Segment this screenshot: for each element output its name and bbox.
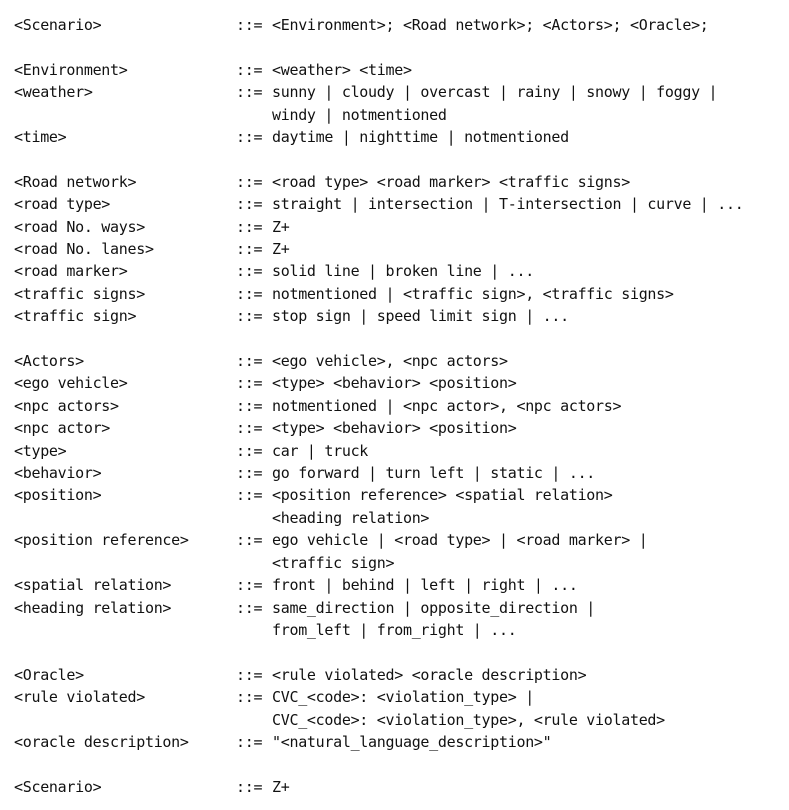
- rule-definition-line: <ego vehicle>, <npc actors>: [272, 352, 508, 371]
- rule-nonterminal: <road marker>: [14, 262, 128, 281]
- rule-definition: [272, 529, 786, 574]
- grammar-block: [14, 171, 786, 328]
- rule-definition: [272, 484, 786, 529]
- rule-nonterminal: <Oracle>: [14, 665, 84, 684]
- rule-definition: [272, 216, 786, 238]
- grammar-rule: [14, 686, 786, 731]
- rule-nonterminal: <heading relation>: [14, 598, 172, 617]
- grammar-block: [14, 350, 786, 641]
- rule-definition: [272, 395, 786, 417]
- grammar-rule: [14, 260, 786, 282]
- rule-definition-line: <traffic sign>: [272, 553, 395, 572]
- rule-operator: ::=: [236, 464, 263, 483]
- rule-nonterminal: <time>: [14, 128, 67, 147]
- rule-definition-line: straight | intersection | T-intersection | curve | ...: [272, 195, 744, 214]
- rule-definition: [272, 171, 786, 193]
- rule-definition: [272, 81, 786, 126]
- rule-operator: ::=: [236, 217, 263, 236]
- rule-nonterminal: <Road network>: [14, 172, 137, 191]
- grammar-rule: [14, 776, 786, 798]
- rule-definition: [272, 260, 786, 282]
- rule-operator: ::=: [236, 419, 263, 438]
- rule-nonterminal: <road No. ways>: [14, 217, 145, 236]
- rule-operator: ::=: [236, 396, 263, 415]
- rule-operator: ::=: [236, 598, 263, 617]
- rule-nonterminal: <npc actor>: [14, 419, 111, 438]
- rule-definition: [272, 305, 786, 327]
- rule-nonterminal: <spatial relation>: [14, 576, 172, 595]
- rule-operator: ::=: [236, 777, 263, 796]
- rule-definition-line: "<natural_language_description>": [272, 732, 552, 751]
- rule-nonterminal: <type>: [14, 441, 67, 460]
- rule-definition-line: same_direction | opposite_direction |: [272, 598, 596, 617]
- rule-definition: [272, 59, 786, 81]
- rule-operator: ::=: [236, 172, 263, 191]
- bnf-grammar: [14, 14, 786, 798]
- rule-definition-line: <road type> <road marker> <traffic signs>: [272, 172, 630, 191]
- grammar-rule: [14, 574, 786, 596]
- rule-nonterminal: <traffic signs>: [14, 284, 145, 303]
- rule-nonterminal: <npc actors>: [14, 396, 119, 415]
- grammar-rule: [14, 529, 786, 574]
- rule-nonterminal: <behavior>: [14, 464, 102, 483]
- rule-operator: ::=: [236, 195, 263, 214]
- grammar-rule: [14, 171, 786, 193]
- rule-definition-line: Z+: [272, 240, 290, 259]
- grammar-rule: [14, 216, 786, 238]
- rule-nonterminal: <weather>: [14, 83, 93, 102]
- rule-definition-line: <Environment>; <Road network>; <Actors>; <Oracle>;: [272, 16, 709, 34]
- rule-operator: ::=: [236, 374, 263, 393]
- grammar-rule: [14, 731, 786, 753]
- rule-operator: ::=: [236, 576, 263, 595]
- grammar-rule: [14, 59, 786, 81]
- rule-operator: ::=: [236, 60, 263, 79]
- rule-nonterminal: <Environment>: [14, 60, 128, 79]
- rule-definition: [272, 462, 786, 484]
- rule-operator: ::=: [236, 665, 263, 684]
- rule-definition: [272, 417, 786, 439]
- rule-definition-line: CVC_<code>: <violation_type>, <rule violated>: [272, 710, 665, 729]
- rule-definition-line: <type> <behavior> <position>: [272, 419, 517, 438]
- rule-definition: [272, 14, 786, 36]
- rule-definition: [272, 686, 786, 731]
- rule-definition: [272, 776, 786, 798]
- rule-nonterminal: <ego vehicle>: [14, 374, 128, 393]
- grammar-rule: [14, 81, 786, 126]
- grammar-rule: [14, 372, 786, 394]
- grammar-block: [14, 664, 786, 754]
- rule-nonterminal: <traffic sign>: [14, 307, 137, 326]
- grammar-rule: [14, 14, 786, 36]
- grammar-rule: [14, 350, 786, 372]
- rule-operator: ::=: [236, 688, 263, 707]
- grammar-rule: [14, 283, 786, 305]
- rule-operator: ::=: [236, 732, 263, 751]
- rule-definition: [272, 238, 786, 260]
- rule-operator: ::=: [236, 486, 263, 505]
- rule-definition-line: <weather> <time>: [272, 60, 412, 79]
- rule-definition-line: CVC_<code>: <violation_type> |: [272, 688, 534, 707]
- grammar-rule: [14, 126, 786, 148]
- rule-definition-line: car | truck: [272, 441, 369, 460]
- rule-definition-line: ego vehicle | <road type> | <road marker> |: [272, 531, 648, 550]
- rule-definition-line: <heading relation>: [272, 508, 430, 527]
- grammar-rule: [14, 305, 786, 327]
- rule-operator: ::=: [236, 83, 263, 102]
- grammar-block: [14, 59, 786, 149]
- rule-nonterminal: <Actors>: [14, 352, 84, 371]
- rule-operator: ::=: [236, 284, 263, 303]
- rule-definition: [272, 574, 786, 596]
- rule-definition: [272, 597, 786, 642]
- grammar-rule: [14, 395, 786, 417]
- rule-definition: [272, 372, 786, 394]
- rule-definition: [272, 350, 786, 372]
- rule-definition-line: go forward | turn left | static | ...: [272, 464, 596, 483]
- rule-definition-line: Z+: [272, 777, 290, 796]
- rule-operator: ::=: [236, 16, 263, 34]
- rule-nonterminal: <position reference>: [14, 531, 189, 550]
- grammar-rule: [14, 440, 786, 462]
- rule-definition-line: stop sign | speed limit sign | ...: [272, 307, 569, 326]
- rule-definition: [272, 126, 786, 148]
- rule-definition-line: notmentioned | <npc actor>, <npc actors>: [272, 396, 622, 415]
- rule-definition-line: <rule violated> <oracle description>: [272, 665, 587, 684]
- rule-operator: ::=: [236, 307, 263, 326]
- rule-definition: [272, 731, 786, 753]
- rule-nonterminal: <position>: [14, 486, 102, 505]
- rule-definition-line: Z+: [272, 217, 290, 236]
- rule-operator: ::=: [236, 531, 263, 550]
- grammar-rule: [14, 238, 786, 260]
- rule-nonterminal: <Scenario>: [14, 777, 102, 796]
- grammar-rule: [14, 462, 786, 484]
- grammar-rule: [14, 193, 786, 215]
- rule-nonterminal: <road type>: [14, 195, 111, 214]
- grammar-rule: [14, 597, 786, 642]
- grammar-block: [14, 14, 786, 36]
- grammar-rule: [14, 664, 786, 686]
- rule-operator: ::=: [236, 262, 263, 281]
- rule-definition-line: solid line | broken line | ...: [272, 262, 534, 281]
- rule-definition-line: notmentioned | <traffic sign>, <traffic signs>: [272, 284, 674, 303]
- rule-definition-line: front | behind | left | right | ...: [272, 576, 578, 595]
- rule-nonterminal: <oracle description>: [14, 732, 189, 751]
- rule-nonterminal: <road No. lanes>: [14, 240, 154, 259]
- rule-definition: [272, 440, 786, 462]
- rule-definition-line: from_left | from_right | ...: [272, 620, 517, 639]
- rule-definition-line: <position reference> <spatial relation>: [272, 486, 613, 505]
- rule-definition-line: daytime | nighttime | notmentioned: [272, 128, 569, 147]
- rule-definition-line: windy | notmentioned: [272, 105, 447, 124]
- rule-operator: ::=: [236, 240, 263, 259]
- rule-definition: [272, 664, 786, 686]
- grammar-rule: [14, 417, 786, 439]
- rule-operator: ::=: [236, 352, 263, 371]
- rule-definition: [272, 283, 786, 305]
- grammar-rule: [14, 484, 786, 529]
- rule-operator: ::=: [236, 441, 263, 460]
- grammar-block: [14, 776, 786, 798]
- rule-definition: [272, 193, 786, 215]
- rule-definition-line: <type> <behavior> <position>: [272, 374, 517, 393]
- rule-nonterminal: <rule violated>: [14, 688, 145, 707]
- rule-definition-line: sunny | cloudy | overcast | rainy | snowy | foggy |: [272, 83, 718, 102]
- rule-operator: ::=: [236, 128, 263, 147]
- rule-nonterminal: <Scenario>: [14, 16, 102, 34]
